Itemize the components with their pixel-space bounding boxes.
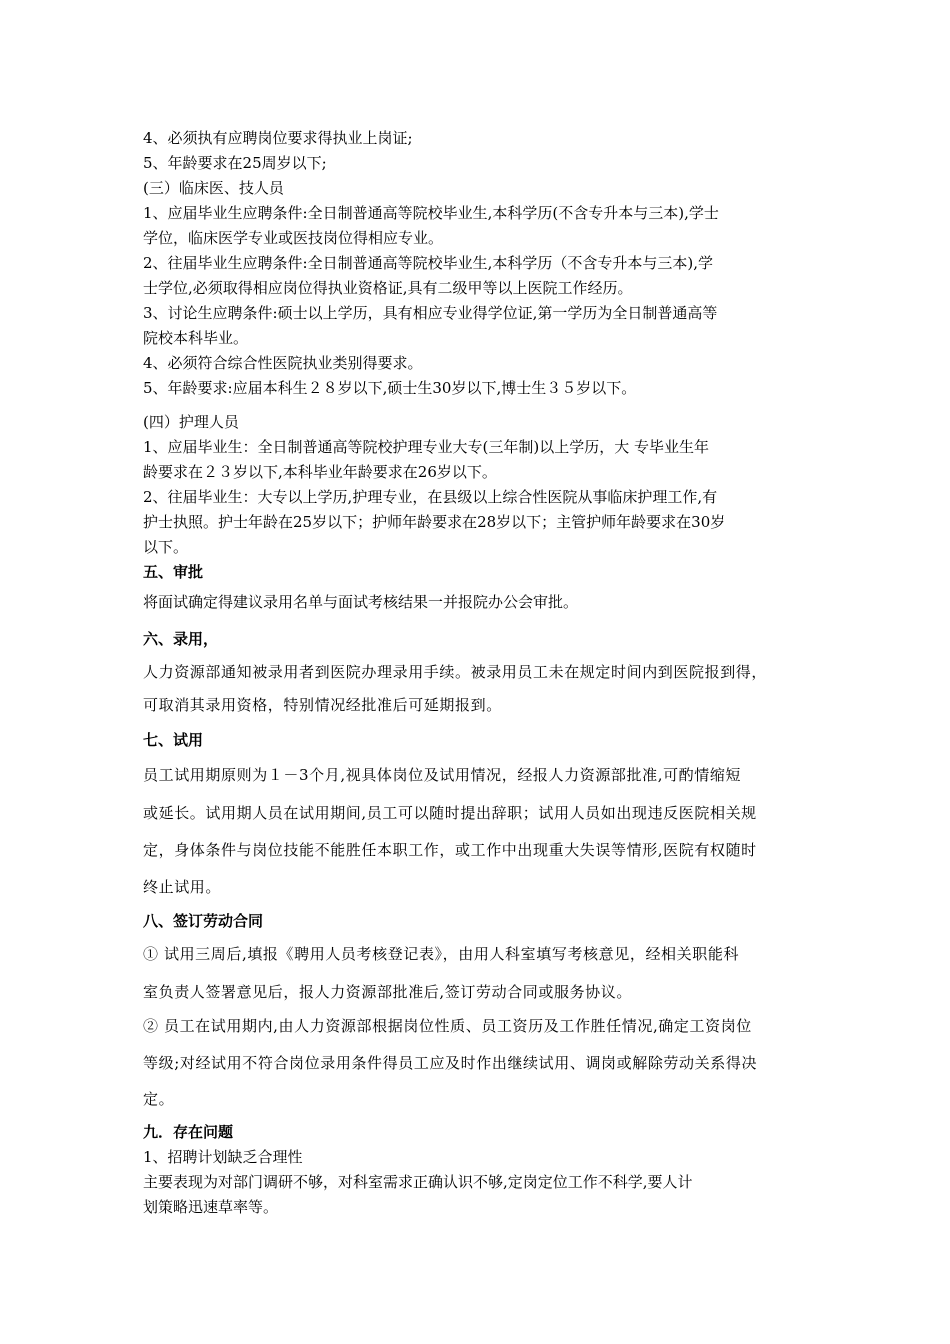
text-line: 室负责人签署意见后，报人力资源部批准后,签订劳动合同或服务协议。 [143, 983, 632, 1001]
section-heading: 五、审批 [143, 563, 204, 581]
text-line: 3、讨论生应聘条件:硕士以上学历，具有相应专业得学位证,第一学历为全日制普通高等 [143, 304, 718, 322]
text-line: ② 员工在试用期内,由人力资源部根据岗位性质、员工资历及工作胜任情况,确定工资岗位 [143, 1017, 752, 1035]
text-line: 4、必须符合综合性医院执业类别得要求。 [143, 354, 423, 372]
text-line: 定，身体条件与岗位技能不能胜任本职工作，或工作中出现重大失误等情形,医院有权随时 [143, 841, 757, 859]
text-line: 龄要求在２３岁以下,本科毕业年龄要求在26岁以下。 [143, 463, 497, 481]
text-line: 将面试确定得建议录用名单与面试考核结果一并报院办公会审批。 [143, 593, 579, 611]
text-line: 1、招聘计划缺乏合理性 [143, 1148, 303, 1166]
text-line: 5、年龄要求在25周岁以下; [143, 154, 327, 172]
section-heading: 七、试用 [143, 731, 204, 749]
text-line: 4、必须执有应聘岗位要求得执业上岗证; [143, 129, 413, 147]
text-line: 员工试用期原则为１－3个月,视具体岗位及试用情况，经报人力资源部批准,可酌情缩短 [143, 766, 742, 784]
text-line: 人力资源部通知被录用者到医院办理录用手续。被录用员工未在规定时间内到医院报到得， [143, 663, 768, 681]
text-line: 可取消其录用资格，特别情况经批准后可延期报到。 [143, 696, 502, 714]
text-line: 定。 [143, 1090, 175, 1108]
section-heading: 九．存在问题 [143, 1123, 234, 1141]
section-heading: (四）护理人员 [143, 413, 239, 431]
text-line: 1、应届毕业生应聘条件:全日制普通高等院校毕业生,本科学历(不含专升本与三本),学士 [143, 204, 719, 222]
text-line: 终止试用。 [143, 878, 222, 896]
text-line: 学位，临床医学专业或医技岗位得相应专业。 [143, 229, 444, 247]
text-line: 士学位,必须取得相应岗位得执业资格证,具有二级甲等以上医院工作经历。 [143, 279, 633, 297]
text-line: 院校本科毕业。 [143, 329, 249, 347]
text-line: ① 试用三周后,填报《聘用人员考核登记表》，由用人科室填写考核意见，经相关职能科 [143, 945, 740, 963]
text-line: 划策略迅速草率等。 [143, 1198, 279, 1216]
text-line: 以下。 [143, 538, 189, 556]
text-line: 等级;对经试用不符合岗位录用条件得员工应及时作出继续试用、调岗或解除劳动关系得决 [143, 1054, 758, 1072]
text-line: 主要表现为对部门调研不够，对科室需求正确认识不够,定岗定位工作不科学,要人计 [143, 1173, 693, 1191]
section-heading: (三）临床医、技人员 [143, 179, 284, 197]
text-line: 护士执照。护士年龄在25岁以下；护师年龄要求在28岁以下；主管护师年龄要求在30岁 [143, 513, 726, 531]
text-line: 2、往届毕业生应聘条件:全日制普通高等院校毕业生,本科学历（不含专升本与三本),学 [143, 254, 713, 272]
section-heading: 六、录用， [143, 630, 219, 648]
section-heading: 八、签订劳动合同 [143, 912, 264, 930]
text-line: 2、往届毕业生：大专以上学历,护理专业，在县级以上综合性医院从事临床护理工作,有 [143, 488, 718, 506]
text-line: 或延长。试用期人员在试用期间,员工可以随时提出辞职；试用人员如出现违反医院相关规 [143, 804, 757, 822]
text-line: 1、应届毕业生：全日制普通高等院校护理专业大专(三年制)以上学历，大 专毕业生年 [143, 438, 710, 456]
text-line: 5、年龄要求:应届本科生２８岁以下,硕士生30岁以下,博士生３５岁以下。 [143, 379, 637, 397]
